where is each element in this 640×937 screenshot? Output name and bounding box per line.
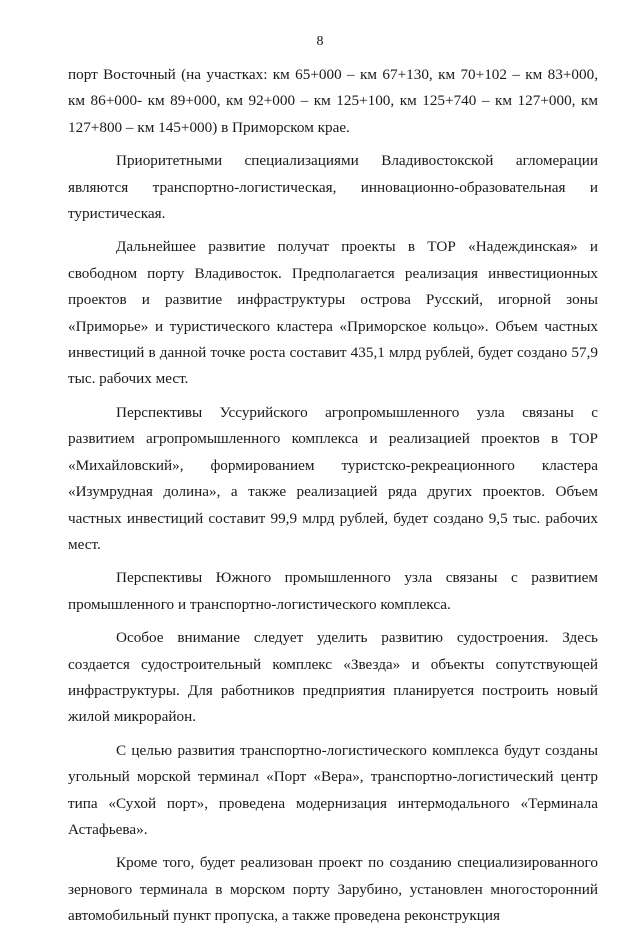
paragraph-ussuriysk-agro-node: Перспективы Уссурийского агропромышленного узла связаны с развитием агропромышленного комплекса и реализацией проектов в ТОР «Михайловский», формированием туристско-рекреационного кластера «Изумрудная долина», а также реализацией ряда других проектов. Объем частных инвестиций составит 99,9 млрд рублей, будет создано 9,5 тыс. рабочих мест.: [68, 403, 598, 553]
document-body: [68, 62, 598, 937]
paragraph-shipbuilding: Особое внимание следует уделить развитию судостроения. Здесь создается судостроительный комплекс «Звезда» и объекты сопутствующей инфраструктуры. Для работников предприятия планируется построить новый жилой микрорайон.: [68, 629, 598, 726]
paragraph-grain-terminal: Кроме того, будет реализован проект по созданию специализированного зернового терминала в морском порту Зарубино, установлен многосторонний автомобильный пункт пропуска, а также проведена реконструкция: [68, 854, 598, 925]
paragraph-port-vostochny: порт Восточный (на участках: км 65+000 – км 67+130, км 70+102 – км 83+000, км 86+000- км 89+000, км 92+000 – км 125+100, км 125+740 – км 127+000, км 127+800 – км 145+000) в Приморском крае.: [68, 66, 598, 136]
paragraph-nadezhdinskaya-development: Дальнейшее развитие получат проекты в ТОР «Надеждинская» и свободном порту Владивосток. Предполагается реализация инвестиционных проектов и развитие инфраструктуры острова Русский, игорной зоны «Приморье» и туристического кластера «Приморское кольцо». Объем частных инвестиций в данной точке роста составит 435,1 млрд рублей, будет создано 57,9 тыс. рабочих мест.: [68, 238, 598, 388]
page-number: 8: [316, 34, 324, 49]
paragraph-transport-logistics: С целью развития транспортно-логистического комплекса будут созданы угольный морской терминал «Порт «Вера», транспортно-логистический центр типа «Сухой порт», проведена модернизация интермодального «Терминала Астафьева».: [68, 741, 598, 838]
paragraph-priority-specializations: Приоритетными специализациями Владивостокской агломерации являются транспортно-логистическая, инновационно-образовательная и туристическая.: [68, 152, 598, 223]
paragraph-southern-industrial-node: Перспективы Южного промышленного узла связаны с развитием промышленного и транспортно-логистического комплекса.: [68, 569, 598, 613]
